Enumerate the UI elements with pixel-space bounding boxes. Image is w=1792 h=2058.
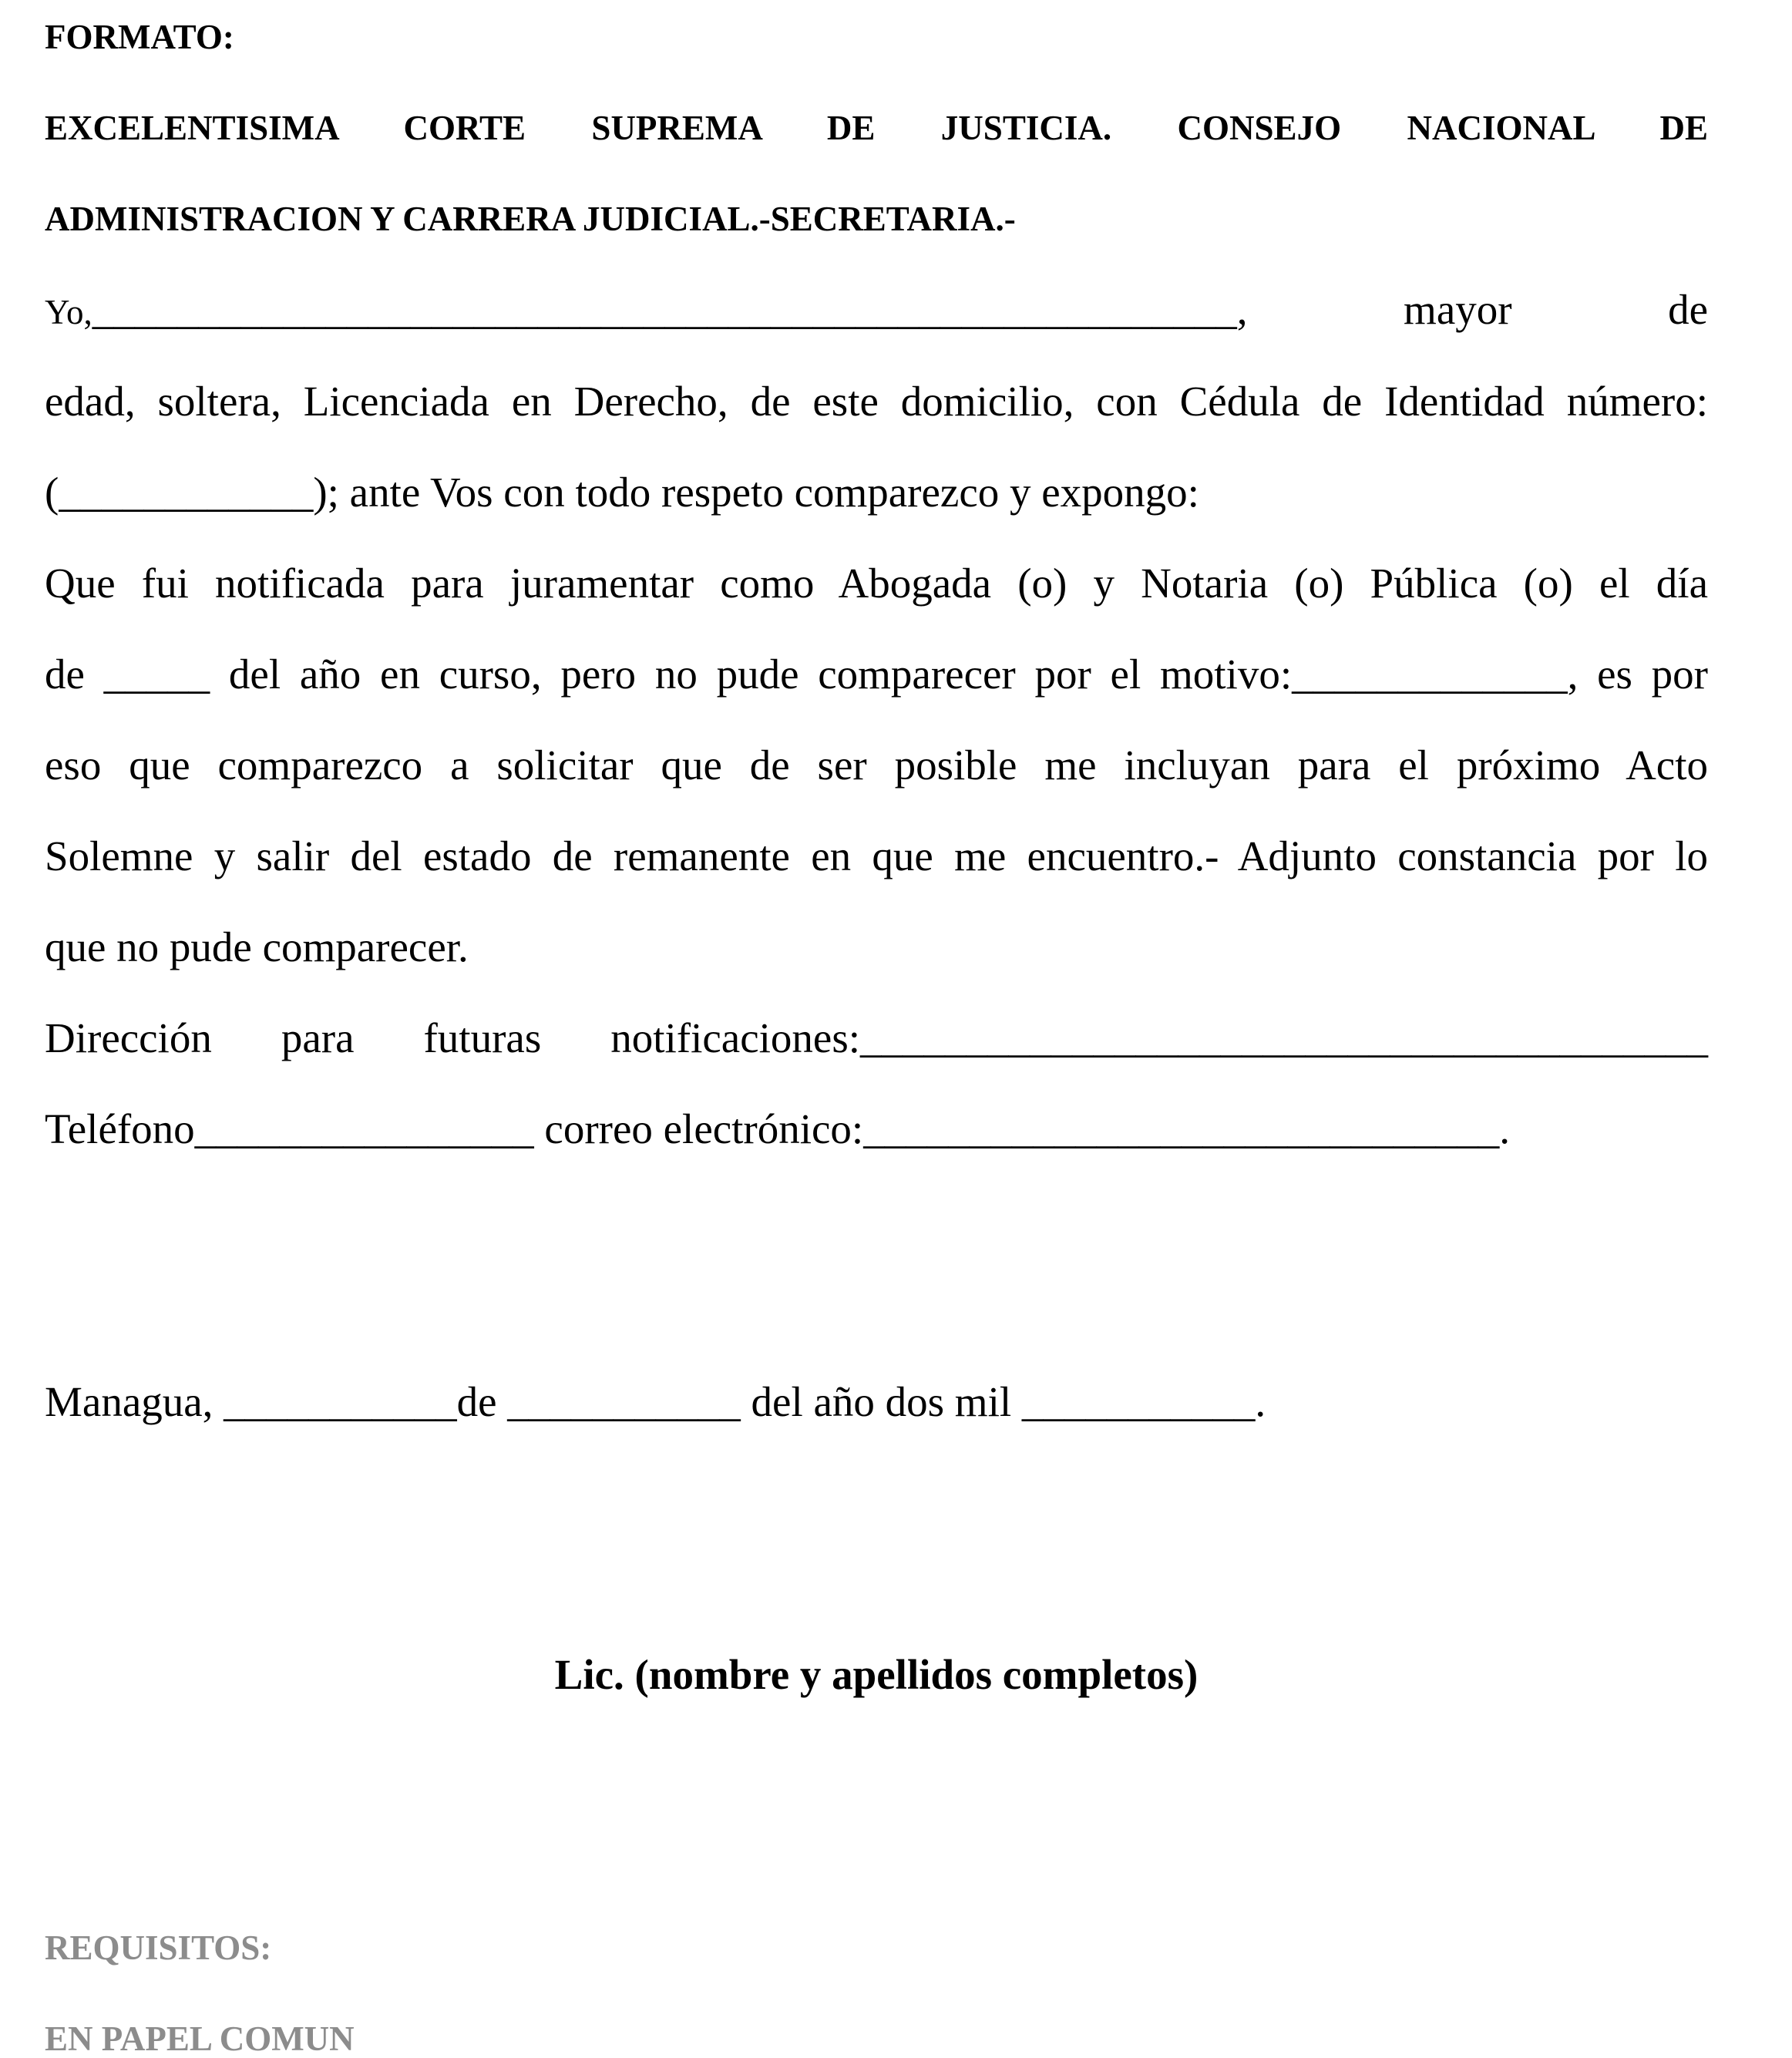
addressee-line-2: ADMINISTRACION Y CARRERA JUDICIAL.-SECRETARIA.- [45, 200, 1016, 238]
address-line: Dirección para futuras notificaciones:________________________________________ [45, 1014, 1708, 1061]
name-blank: ______________________________________________________ [92, 286, 1237, 333]
body-line-5: de _____ del año en curso, pero no pude comparecer por el motivo:_____________, es por [45, 651, 1708, 698]
phone-email-line: Teléfono________________ correo electrónico:______________________________. [45, 1105, 1510, 1152]
addressee-line-1: EXCELENTISIMA CORTE SUPREMA DE JUSTICIA. CONSEJO NACIONAL DE [45, 109, 1708, 147]
body-line-4: Que fui notificada para juramentar como Abogada (o) y Notaria (o) Pública (o) el día [45, 560, 1708, 607]
intro-rest: , mayor de [1236, 286, 1708, 333]
requirements-item: EN PAPEL COMUN [45, 2019, 355, 2058]
date-line: Managua, ___________de ___________ del año dos mil ___________. [45, 1378, 1266, 1425]
signature-line: Lic. (nombre y apellidos completos) [554, 1651, 1199, 1698]
body-line-3: (____________); ante Vos con todo respeto comparezco y expongo: [45, 469, 1199, 516]
requirements-title: REQUISITOS: [45, 1929, 272, 1967]
intro-yo: Yo, [45, 293, 92, 331]
intro-line [45, 288, 1708, 331]
body-line-6: eso que comparezco a solicitar que de ser posible me incluyan para el próximo Acto [45, 741, 1708, 789]
body-line-7: Solemne y salir del estado de remanente en que me encuentro.- Adjunto constancia por lo [45, 832, 1708, 879]
format-label: FORMATO: [45, 18, 234, 56]
body-line-2: edad, soltera, Licenciada en Derecho, de este domicilio, con Cédula de Identidad número: [45, 378, 1708, 425]
body-line-8: que no pude comparecer. [45, 923, 469, 970]
